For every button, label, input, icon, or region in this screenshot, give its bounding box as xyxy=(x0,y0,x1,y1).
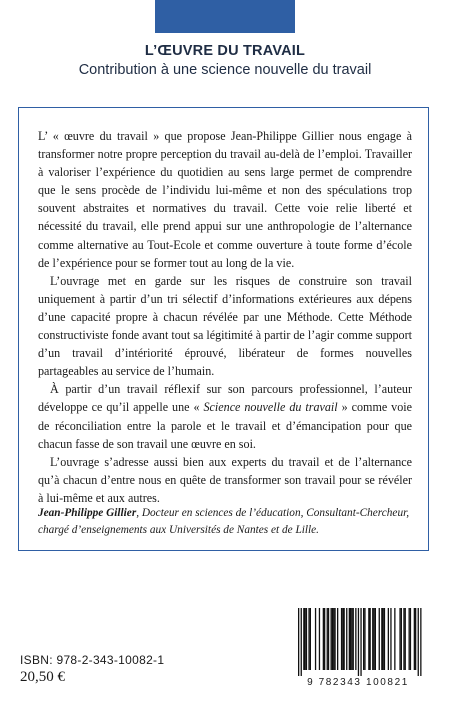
author-bio xyxy=(38,505,412,539)
book-title: L’ŒUVRE DU TRAVAIL xyxy=(144,43,306,59)
barcode-bar xyxy=(373,608,374,670)
barcode-bar xyxy=(301,608,302,676)
barcode-number: 9 782343 100821 xyxy=(307,677,409,688)
barcode-bar xyxy=(342,608,343,670)
barcode-bar xyxy=(305,608,306,670)
barcode-bar xyxy=(360,608,361,676)
blurb-p3-start: À partir d’un travail réflexif sur son parcours professionnel, l’auteur développe ce qu’il appelle une « xyxy=(38,382,412,415)
barcode-bar xyxy=(364,608,365,670)
blurb-p3-italic: Science nouvelle du travail xyxy=(203,400,338,415)
barcode-bar xyxy=(308,608,309,670)
barcode-bar xyxy=(358,608,359,676)
barcode-bar xyxy=(368,608,369,670)
barcode-bar xyxy=(379,608,380,670)
blurb-p3-end: » comme voie de réconciliation entre la parole et le travail et d’émancipation pour que chacun fasse de son travail une œuvre en soi. xyxy=(38,400,412,451)
barcode-bar xyxy=(363,608,364,670)
barcode-bar xyxy=(327,608,328,670)
barcode-bar xyxy=(414,608,415,670)
barcode-bar xyxy=(310,608,311,670)
barcode-bar xyxy=(405,608,406,670)
barcode-bar xyxy=(315,608,316,670)
barcode-bar xyxy=(328,608,329,670)
barcode-bar xyxy=(420,608,421,676)
barcode-bar xyxy=(401,608,402,670)
barcode-bar xyxy=(384,608,385,670)
barcode-bar xyxy=(324,608,325,670)
barcode-bar xyxy=(355,608,356,670)
blurb-paragraph-2: L’ouvrage met en garde sur les risques de construire son travail uniquement à partir d’un tri sélectif d’informations extérieures aux dépens d’une capacité propre à chacun révélée par une Méthode. Cette Méthode constructiviste fonde avant tout sa légitimité à partir de l’agir comme support d’un travail d’intériorité éprouvé, libérateur de formes nouvelles partageables au service de l’humain. xyxy=(38,273,412,379)
barcode-bar xyxy=(319,608,320,670)
blurb-paragraph-3 xyxy=(38,380,412,452)
barcode xyxy=(286,606,430,688)
barcode-bar xyxy=(394,608,395,670)
barcode-bar xyxy=(390,608,391,670)
barcode-bar xyxy=(399,608,400,670)
barcode-bar xyxy=(333,608,334,670)
barcode-bar xyxy=(418,608,419,676)
barcode-bar xyxy=(370,608,371,670)
barcode-bar xyxy=(303,608,304,670)
barcode-bar xyxy=(306,608,307,670)
barcode-bar xyxy=(375,608,376,670)
barcode-bar xyxy=(341,608,342,670)
barcode-bar xyxy=(415,608,416,670)
barcode-bar xyxy=(381,608,382,670)
top-color-band xyxy=(155,0,295,33)
barcode-bar xyxy=(403,608,404,670)
barcode-bar xyxy=(298,608,299,676)
barcode-bar xyxy=(410,608,411,670)
barcode-bar xyxy=(344,608,345,670)
back-cover-blurb xyxy=(38,127,412,507)
barcode-bar xyxy=(351,608,352,670)
barcode-bars xyxy=(286,606,430,676)
barcode-bar xyxy=(337,608,338,670)
barcode-bar xyxy=(383,608,384,670)
blurb-paragraph-1: L’ « œuvre du travail » que propose Jean-Philippe Gillier nous engage à transformer notre propre perception du travail au-delà de l’emploi. Travailler à valoriser l’expérience du quotidien au sens large permet de comprendre que le sens procède de l’individu lui-même et non des spéculations trop souvent abstraites et normatives du travail. Cette voie relie liberté et nécessité du travail, elle prend appui sur une anthropologie de l’alternance comme alternative au Tout-Ecole et comme ouverture à toute forme d’école de l’expérience pour se former tout au long de la vie. xyxy=(38,129,412,270)
barcode-bar xyxy=(353,608,354,670)
barcode-bar xyxy=(350,608,351,670)
barcode-bar xyxy=(346,608,347,670)
barcode-bar xyxy=(409,608,410,670)
author-name: Jean-Philippe Gillier xyxy=(38,507,137,519)
book-subtitle: Contribution à une science nouvelle du travail xyxy=(78,62,372,78)
barcode-bar xyxy=(331,608,332,670)
author-credentials: , Docteur en sciences de l’éducation, Consultant-Chercheur, chargé d’enseignements aux Universités de Nantes et de Lille. xyxy=(38,507,410,536)
isbn-label: ISBN: 978-2-343-10082-1 xyxy=(20,653,165,667)
price-label: 20,50 € xyxy=(20,669,65,685)
barcode-bar xyxy=(349,608,350,670)
barcode-bar xyxy=(334,608,335,670)
barcode-bar xyxy=(332,608,333,670)
barcode-bar xyxy=(388,608,389,670)
blurb-paragraph-4: L’ouvrage s’adresse aussi bien aux experts du travail et de l’alternance qu’à chacun d’entre nous en quête de transformer son travail pour se révéler à lui-même et aux autres. xyxy=(38,454,412,505)
barcode-bar xyxy=(323,608,324,670)
barcode-bar xyxy=(372,608,373,670)
